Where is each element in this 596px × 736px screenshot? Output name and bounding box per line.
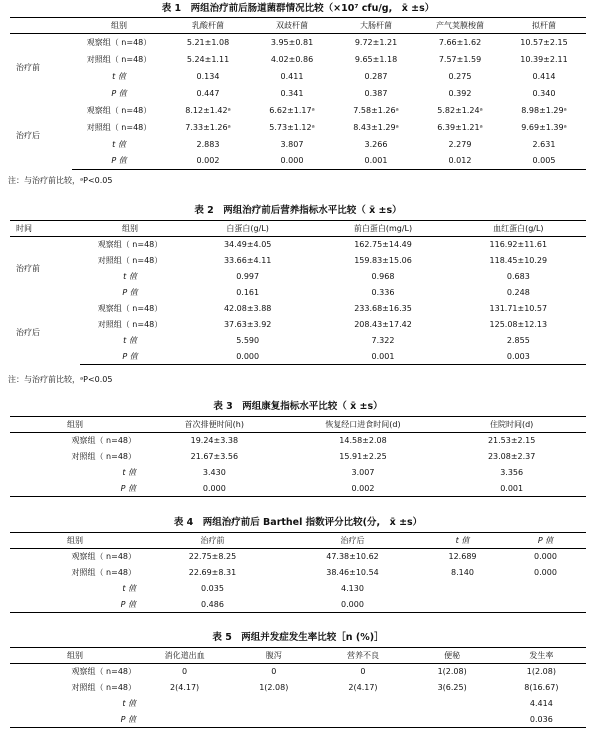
cell [420,581,505,597]
cell: 1(2.08) [259,683,289,692]
table4-header-after: 治疗后 [285,533,420,549]
cell: 2.279 [448,139,472,149]
row-label: 对照组（ n=48） [71,683,136,692]
table4-header-p: P 值 [505,533,586,549]
table-row [10,317,586,333]
cell: 37.63±3.92 [223,320,272,329]
cell: 0.340 [532,88,556,98]
table1-header-clostridium: 产气荚膜梭菌 [418,18,502,34]
cell: 15.91±2.25 [339,452,387,461]
row-label: P 值 [10,712,140,728]
cell: 2(4.17) [348,683,378,692]
table3-header-hospital-stay: 住院时间(d) [437,417,586,433]
cell: 38.46±10.54 [326,568,379,577]
table-row [10,712,586,728]
cell: 0.161 [236,288,260,297]
cell: 0.997 [236,272,260,281]
cell: 3(6.25) [437,683,467,692]
cell: 0.036 [497,712,586,728]
cell [140,696,229,712]
row-label: P 值 [80,349,180,365]
table-row [10,119,586,136]
cell: 8.43±1.29ᵃ [353,122,399,132]
table-row [10,680,586,696]
row-label: 对照组（ n=48） [97,256,163,265]
table-row [10,51,586,68]
cell: 4.02±0.86 [270,54,314,64]
table-row [10,253,586,269]
cell: 0.683 [506,272,530,281]
cell: 9.72±1.21 [354,37,398,47]
cell: 162.75±14.49 [354,240,412,250]
cell: 0.005 [502,153,586,170]
row-label: P 值 [72,153,166,170]
table-row [10,696,586,712]
cell: 12.689 [448,552,477,562]
table5-header-row [10,648,586,664]
table5-header-constipation: 便秘 [408,648,497,664]
table-row [10,349,586,365]
table-row [10,449,586,465]
row-label: t 值 [112,71,126,81]
table2-group-label: 治疗前 [16,264,40,274]
cell: 5.82±1.24ᵃ [437,105,483,115]
table5-header-malnutrition: 营养不良 [318,648,407,664]
row-label: 对照组（ n=48） [86,54,152,64]
cell [505,581,586,597]
cell: 8.12±1.42ᵃ [185,105,231,115]
table-row [10,581,586,597]
table3 [10,416,586,497]
cell: 8(16.67) [524,683,559,692]
table3-caption: 表 3 两组康复指标水平比较（ x̄ ±s） [213,401,383,412]
table-row [10,565,586,581]
table3-header-first-defecation: 首次排便时间(h) [140,417,289,433]
table1-header-row [10,18,586,34]
cell: 5.73±1.12ᵃ [269,122,315,132]
table-row [10,68,586,85]
row-label: 对照组（ n=48） [86,122,152,132]
table5-header-incidence: 发生率 [497,648,586,664]
table-row [10,664,586,680]
cell: 5.590 [236,336,260,345]
cell: 1(2.08) [526,667,556,677]
cell: 0.001 [334,153,418,170]
row-label: P 值 [111,88,127,98]
cell: 0.012 [418,153,502,170]
cell: 7.66±1.62 [438,37,482,47]
cell: 0 [360,667,366,677]
cell: 19.24±3.38 [190,436,239,446]
table-row [10,333,586,349]
cell: 0.392 [448,88,472,98]
table5-header-gi-bleeding: 消化道出血 [140,648,229,664]
cell: 0.248 [506,288,530,297]
cell: 0.000 [140,481,289,497]
cell: 0.287 [364,71,388,81]
table1-note: 注：与治疗前比较，ᵃP<0.05 [8,176,113,185]
row-label: 观察组（ n=48） [86,105,152,115]
table1-header-bifidobacterium: 双歧杆菌 [250,18,334,34]
row-label: t 值 [122,468,136,477]
cell: 0.000 [285,597,420,613]
cell: 125.08±12.13 [489,320,548,329]
cell: 3.95±0.81 [270,37,314,47]
cell: 7.58±1.26ᵃ [353,105,399,115]
table2-header-albumin: 白蛋白(g/L) [180,221,315,237]
table-row [10,237,586,253]
table1-group-label: 治疗后 [16,131,40,140]
row-label: 观察组（ n=48） [71,552,136,562]
cell: 8.98±1.29ᵃ [521,105,567,115]
table-row [10,153,586,170]
cell: 0.275 [448,71,472,81]
cell: 2.855 [506,336,530,345]
table5-caption: 表 5 两组并发症发生率比较［n (%)］ [212,632,384,643]
cell: 3.430 [202,468,226,477]
cell: 34.49±4.05 [223,240,272,250]
cell: 208.43±17.42 [354,320,412,329]
cell: 0.411 [280,71,304,81]
row-label: t 值 [122,699,136,708]
cell: 5.24±1.11 [186,54,230,64]
table-row [10,102,586,119]
cell: 233.68±16.35 [354,304,412,313]
cell: 1(2.08) [437,667,467,677]
row-label: 观察组（ n=48） [97,240,163,250]
row-label: 观察组（ n=48） [71,667,136,677]
cell: 3.356 [500,468,524,477]
table1-group-label: 治疗前 [16,63,40,73]
cell: 0.001 [437,481,586,497]
table1 [10,17,586,170]
table-row [10,269,586,285]
cell: 0 [271,667,277,677]
cell: 0.000 [534,552,557,562]
cell: 14.58±2.08 [339,436,387,446]
cell: 4.130 [341,584,364,593]
cell: 118.45±10.29 [489,256,548,265]
row-label: P 值 [10,597,140,613]
cell: 8.140 [451,568,474,577]
cell: 42.08±3.88 [223,304,272,313]
cell: 7.57±1.59 [438,54,482,64]
cell: 2(4.17) [170,683,200,692]
table3-header-group: 组别 [10,417,140,433]
table4-caption: 表 4 两组治疗前后 Barthel 指数评分比较(分, x̄ ±s） [173,517,423,528]
cell: 0.414 [532,71,556,81]
cell: 21.53±2.15 [487,436,536,446]
cell [408,712,497,728]
table1-caption: 表 1 两组治疗前后肠道菌群情况比较（×10⁷ cfu/g, x̄ ±s） [161,3,435,14]
table-row [10,285,586,301]
table5-header-group: 组别 [10,648,140,664]
cell: 7.322 [371,336,395,345]
table2-header-time: 时间 [10,221,80,237]
cell [140,712,229,728]
cell: 23.08±2.37 [487,452,536,461]
cell [408,696,497,712]
table2-note: 注：与治疗前比较，ᵃP<0.05 [8,375,113,384]
table2-header-hemoglobin: 血红蛋白(g/L) [451,221,586,237]
row-label: 观察组（ n=48） [97,304,163,313]
row-label: 对照组（ n=48） [71,452,136,461]
table2-header-row [10,221,586,237]
table1-header-lactobacillus: 乳酸杆菌 [166,18,250,34]
cell: 2.883 [196,139,220,149]
cell: 0.000 [250,153,334,170]
row-label: t 值 [123,336,137,345]
cell: 116.92±11.61 [489,240,548,250]
cell: 22.75±8.25 [188,552,237,562]
cell: 3.007 [351,468,375,477]
cell: 0.035 [201,584,224,593]
table-row [10,597,586,613]
cell: 0.002 [289,481,438,497]
cell: 7.33±1.26ᵃ [185,122,231,132]
cell: 0.447 [196,88,220,98]
cell [420,597,505,613]
cell: 0 [182,667,188,677]
row-label: 观察组（ n=48） [86,37,152,47]
table4-header-group: 组别 [10,533,140,549]
cell [318,696,407,712]
cell: 0.486 [140,597,285,613]
cell: 21.67±3.56 [190,452,239,461]
table4-header-before: 治疗前 [140,533,285,549]
cell: 3.807 [280,139,304,149]
table3-header-oral-intake: 恢复经口进食时间(d) [289,417,438,433]
table5 [10,647,586,728]
cell: 3.266 [364,139,388,149]
table-row [10,433,586,449]
table2-group-label: 治疗后 [16,328,40,337]
cell: 159.83±15.06 [354,256,412,265]
table-row [10,136,586,153]
cell [229,696,318,712]
row-label: t 值 [122,584,136,593]
cell: 131.71±10.57 [489,304,548,313]
cell: 6.39±1.21ᵃ [437,122,483,132]
table2-header-group: 组别 [80,221,180,237]
cell: 6.62±1.17ᵃ [269,105,315,115]
cell: 0.341 [280,88,304,98]
cell: 33.66±4.11 [223,256,272,265]
cell: 9.69±1.39ᵃ [521,122,567,132]
cell: 9.65±1.18 [354,54,398,64]
cell [229,712,318,728]
cell: 0.000 [180,349,315,365]
cell: 0.336 [371,288,395,297]
table1-header-ecoli: 大肠杆菌 [334,18,418,34]
table2-caption: 表 2 两组治疗前后营养指标水平比较（ x̄ ±s） [194,205,402,216]
table2 [10,220,586,365]
cell: 0.001 [315,349,450,365]
table-row [10,85,586,102]
cell: 22.69±8.31 [188,568,237,577]
row-label: t 值 [112,139,126,149]
table1-header-bacteroides: 拟杆菌 [502,18,586,34]
cell: 5.21±1.08 [186,37,230,47]
table-row [10,301,586,317]
cell: 10.39±2.11 [520,54,568,64]
table-row [10,34,586,51]
cell [318,712,407,728]
row-label: t 值 [123,272,137,281]
cell: 0.002 [166,153,250,170]
cell [505,597,586,613]
cell: 0.968 [371,272,395,281]
table5-header-diarrhea: 腹泻 [229,648,318,664]
row-label: 对照组（ n=48） [71,568,136,577]
cell: 0.134 [196,71,220,81]
row-label: 对照组（ n=48） [97,320,163,329]
table3-header-row [10,417,586,433]
cell: 10.57±2.15 [520,37,568,47]
cell: 0.003 [451,349,586,365]
cell: 4.414 [529,699,553,708]
cell: 47.38±10.62 [326,552,379,562]
cell: 0.387 [364,88,388,98]
table1-header-group: 组别 [72,18,166,34]
table4 [10,532,586,613]
row-label: 观察组（ n=48） [71,436,136,446]
table-row [10,481,586,497]
row-label: P 值 [122,288,138,297]
table2-header-prealbumin: 前白蛋白(mg/L) [315,221,450,237]
table4-header-t: t 值 [420,533,505,549]
table4-header-row [10,533,586,549]
cell: 2.631 [532,139,556,149]
row-label: P 值 [10,481,140,497]
cell: 0.000 [534,568,557,577]
table-row [10,549,586,565]
table-row [10,465,586,481]
